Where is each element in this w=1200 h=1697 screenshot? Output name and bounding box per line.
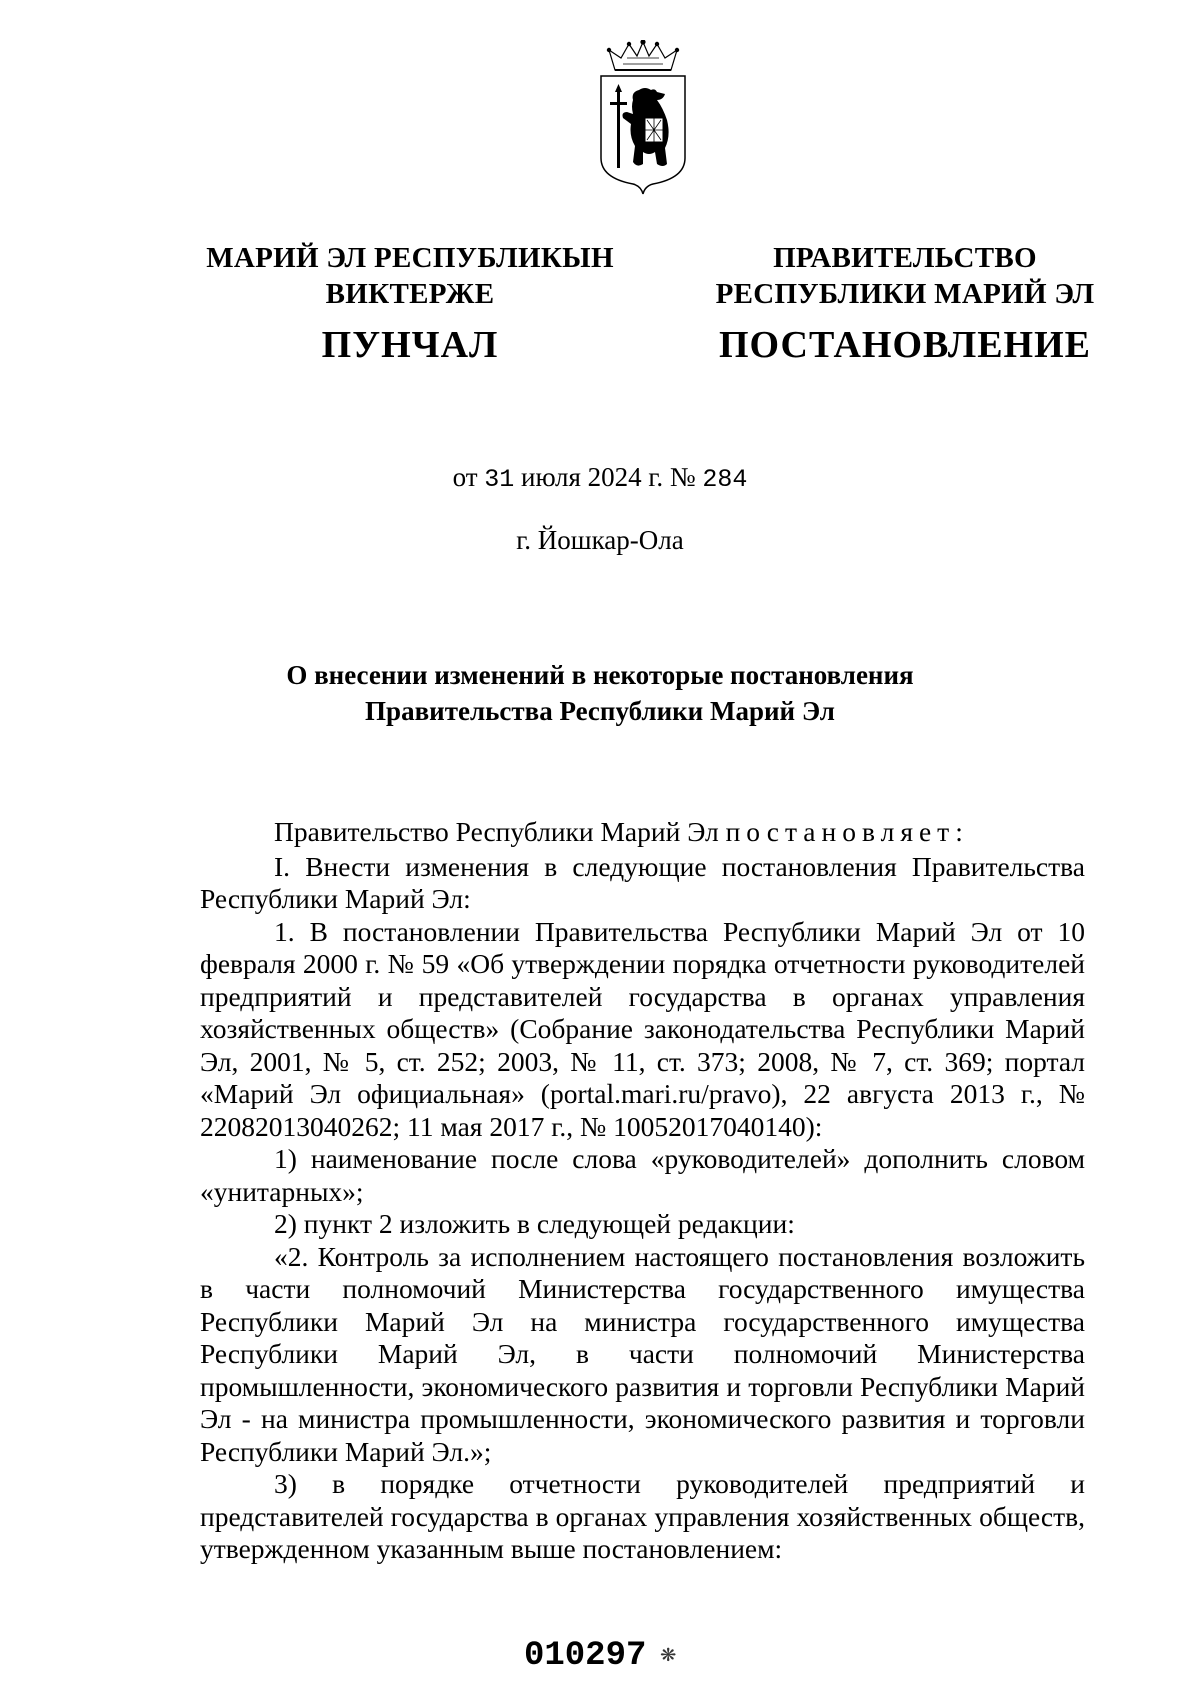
body-paragraph: 1) наименование после слова «руководителей» дополнить словом «унитарных»; [200, 1143, 1085, 1207]
body-paragraph: 1. В постановлении Правительства Республики Марий Эл от 10 февраля 2000 г. № 59 «Об утверждении порядка отчетности руководителей предприятий и представителей государства в органах управления хозяйственных обществ» (Собрание законодательства Республики Марий Эл, 2001, № 5, ст. 252; 2003, № 11, ст. 373; 2008, № 7, ст. 369; портал «Марий Эл официальная» (portal.mari.ru/pravo), 22 августа 2013 г., № 22082013040262; 11 мая 2017 г., № 10052017040140): [200, 915, 1085, 1142]
coat-of-arms-emblem [593, 40, 693, 205]
date-day: 31 [484, 465, 515, 494]
title-line1: О внесении изменений в некоторые постановления [286, 660, 914, 690]
asterisk-mark-icon: ❋ [660, 1639, 677, 1669]
body-paragraph: «2. Контроль за исполнением настоящего постановления возложить в части полномочий Министерства государственного имущества Республики Марий Эл на министра государственного имущества Республики Марий Эл, в части полномочий Министерства промышленности, экономического развития и торговли Республики Марий Эл - на министра промышленности, экономического развития и торговли Республики Марий Эл.»; [200, 1240, 1085, 1467]
body-paragraph: 2) пункт 2 изложить в следующей редакции: [274, 1208, 795, 1239]
city: г. Йошкар-Ола [516, 525, 684, 555]
title-line2: Правительства Республики Марий Эл [365, 696, 835, 726]
date-month-year: июля 2024 г. № [521, 462, 696, 492]
intro-spaced-word: постановляет: [725, 816, 969, 847]
header-right-line1: ПРАВИТЕЛЬСТВО [773, 242, 1037, 274]
header-right-doc-type: ПОСТАНОВЛЕНИЕ [718, 324, 1092, 366]
date-prefix: от [452, 462, 478, 492]
header-right-line2: РЕСПУБЛИКИ МАРИЙ ЭЛ [715, 278, 1095, 310]
document-body [200, 816, 1085, 1566]
document-title [150, 657, 1050, 729]
header-left-line2: ВИКТЕРЖЕ [325, 278, 495, 310]
document-number: 284 [702, 465, 748, 494]
body-intro [200, 816, 1085, 849]
header-right-block [680, 240, 1130, 368]
page-serial-number [0, 1637, 1200, 1675]
header-left-block [175, 240, 645, 368]
intro-text: Правительство Республики Марий Эл [274, 816, 719, 847]
date-line [0, 462, 1200, 494]
body-paragraph: I. Внести изменения в следующие постановления Правительства Республики Марий Эл: [200, 850, 1085, 914]
body-paragraph: 3) в порядке отчетности руководителей предприятий и представителей государства в органах управления хозяйственных обществ, утвержденном указанным выше постановлением: [200, 1468, 1085, 1564]
serial-number-text: 010297 [523, 1637, 647, 1675]
header-left-doc-type: ПУНЧАЛ [321, 324, 499, 366]
header-left-line1: МАРИЙ ЭЛ РЕСПУБЛИКЫН [206, 242, 614, 274]
